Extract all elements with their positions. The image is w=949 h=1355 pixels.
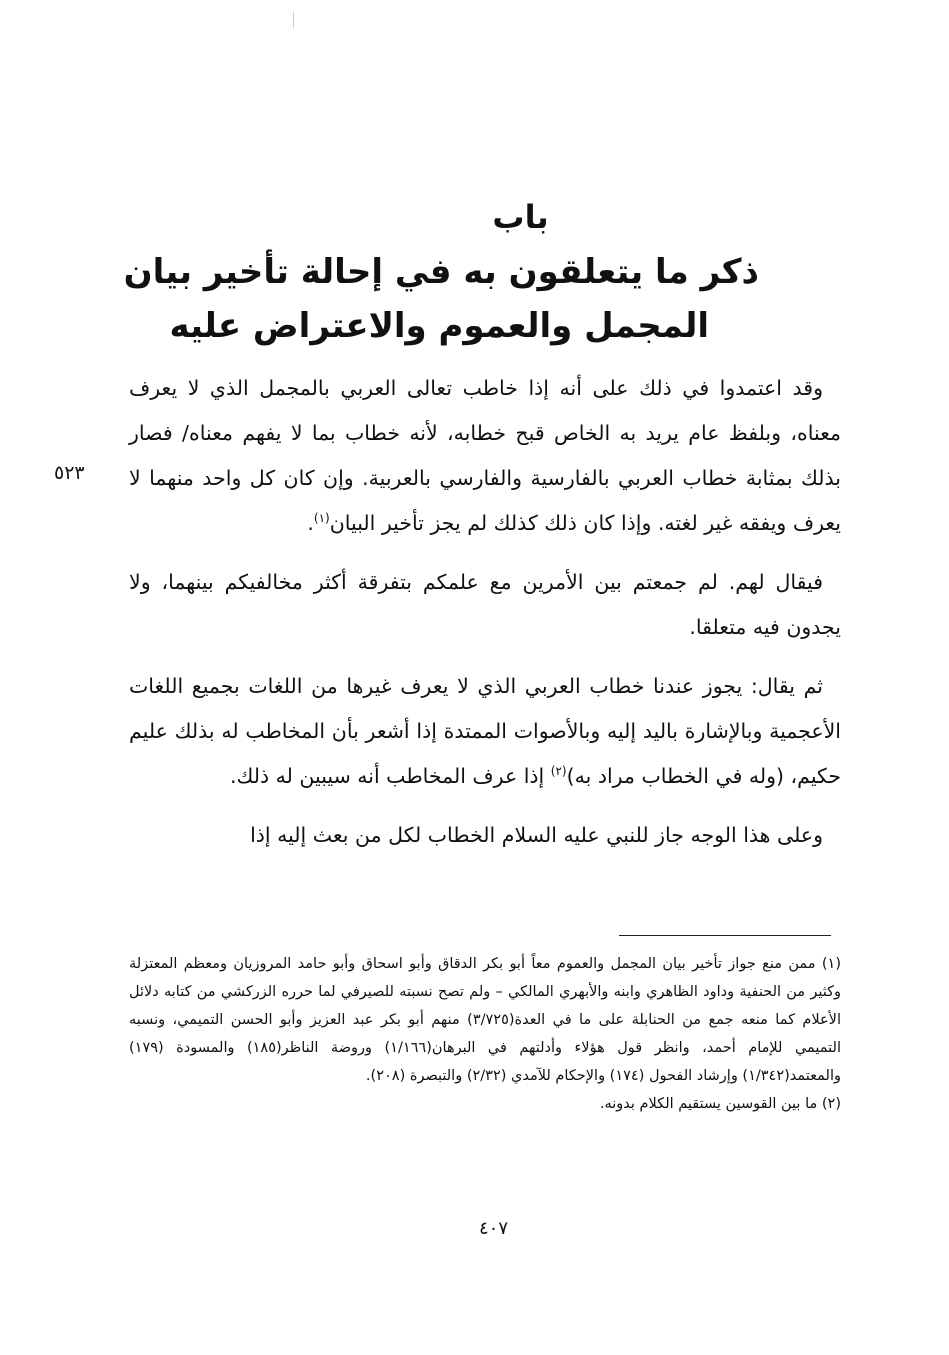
paragraph-3-text-after: إذا عرف المخاطب أنه سيبين له ذلك. bbox=[229, 764, 551, 788]
paragraph-1 bbox=[129, 366, 841, 546]
footnote-2-marker: (٢) bbox=[821, 1096, 841, 1112]
page-number: ٤٠٧ bbox=[478, 1218, 508, 1239]
footnote-1-text: ممن منع جواز تأخير بيان المجمل والعموم معاً أبو بكر الدقاق وأبو اسحاق وأبو حامد المروزيان ومعظم المعتزلة وكثير من الحنفية وداود الظاهري وابنه والأبهري المالكي – ولم تصح نسبته للصيرفي لما حرره الزركشي من كتابه دلائل الأعلام كما منعه جمع من الحنابلة على ما في العدة(٣/٧٢٥) منهم أبو بكر عبد العزيز وأبو الحسن التميمي، ونسبه التميمي للإمام أحمد، وانظر قول هؤلاء وأدلتهم في البرهان(١/١٦٦) وروضة الناظر(١٨٥) والمسودة (١٧٩) والمعتمد(١/٣٤٢) وإرشاد الفحول (١٧٤) والإحكام للآمدي (٢/٣٢) والتبصرة (٢٠٨). bbox=[129, 956, 841, 1084]
footnote-2-text: ما بين القوسين يستقيم الكلام بدونه. bbox=[599, 1096, 818, 1112]
footnote-ref-1: (١) bbox=[313, 511, 330, 526]
paragraph-1-text: وقد اعتمدوا في ذلك على أنه إذا خاطب تعالى العربي بالمجمل الذي لا يعرف معناه، وبلفظ عام يريد به الخاص قبح خطابه، لأنه خطاب بما لا يفهم معناه/ فصار بذلك بمثابة خطاب العربي بالفارسية والفارسي بالعربية. وإن كان كل واحد منهما لا يعرف ويفقه غير لغته. وإذا كان ذلك كذلك لم يجز تأخير البيان bbox=[129, 376, 841, 535]
paragraph-3 bbox=[129, 664, 841, 799]
paragraph-2 bbox=[129, 560, 841, 650]
footnote-1 bbox=[129, 950, 841, 1090]
footnotes bbox=[129, 950, 841, 1118]
footnote-2 bbox=[129, 1090, 841, 1118]
chapter-word: باب bbox=[492, 198, 549, 236]
body-text bbox=[129, 366, 841, 872]
footnote-1-marker: (١) bbox=[821, 956, 841, 972]
chapter-title-line-1: ذكر ما يتعلقون به في إحالة تأخير بيان bbox=[123, 252, 759, 292]
paragraph-4 bbox=[129, 813, 841, 858]
chapter-title-line-2: المجمل والعموم والاعتراض عليه bbox=[169, 306, 709, 346]
paragraph-1-tail: . bbox=[307, 511, 314, 535]
footnote-ref-2: (٢) bbox=[550, 764, 567, 779]
paragraph-4-text: وعلى هذا الوجه جاز للنبي عليه السلام الخطاب لكل من بعث إليه إذا bbox=[250, 823, 823, 847]
paragraph-3-text-before: ثم يقال: يجوز عندنا خطاب العربي الذي لا يعرف غيرها من اللغات بجميع اللغات الأعجمية وبالإشارة باليد إليه وبالأصوات الممتدة إذا أشعر بأن المخاطب له بذلك عليم حكيم، (وله في الخطاب مراد به) bbox=[129, 674, 841, 788]
margin-page-number: ٥٢٣ bbox=[54, 462, 85, 484]
paragraph-2-text: فيقال لهم. لم جمعتم بين الأمرين مع علمكم بتفرقة أكثر مخالفيكم بينهما، ولا يجدون فيه متعلقا. bbox=[129, 570, 841, 639]
scan-artifact bbox=[293, 12, 294, 28]
footnote-separator bbox=[619, 935, 831, 936]
